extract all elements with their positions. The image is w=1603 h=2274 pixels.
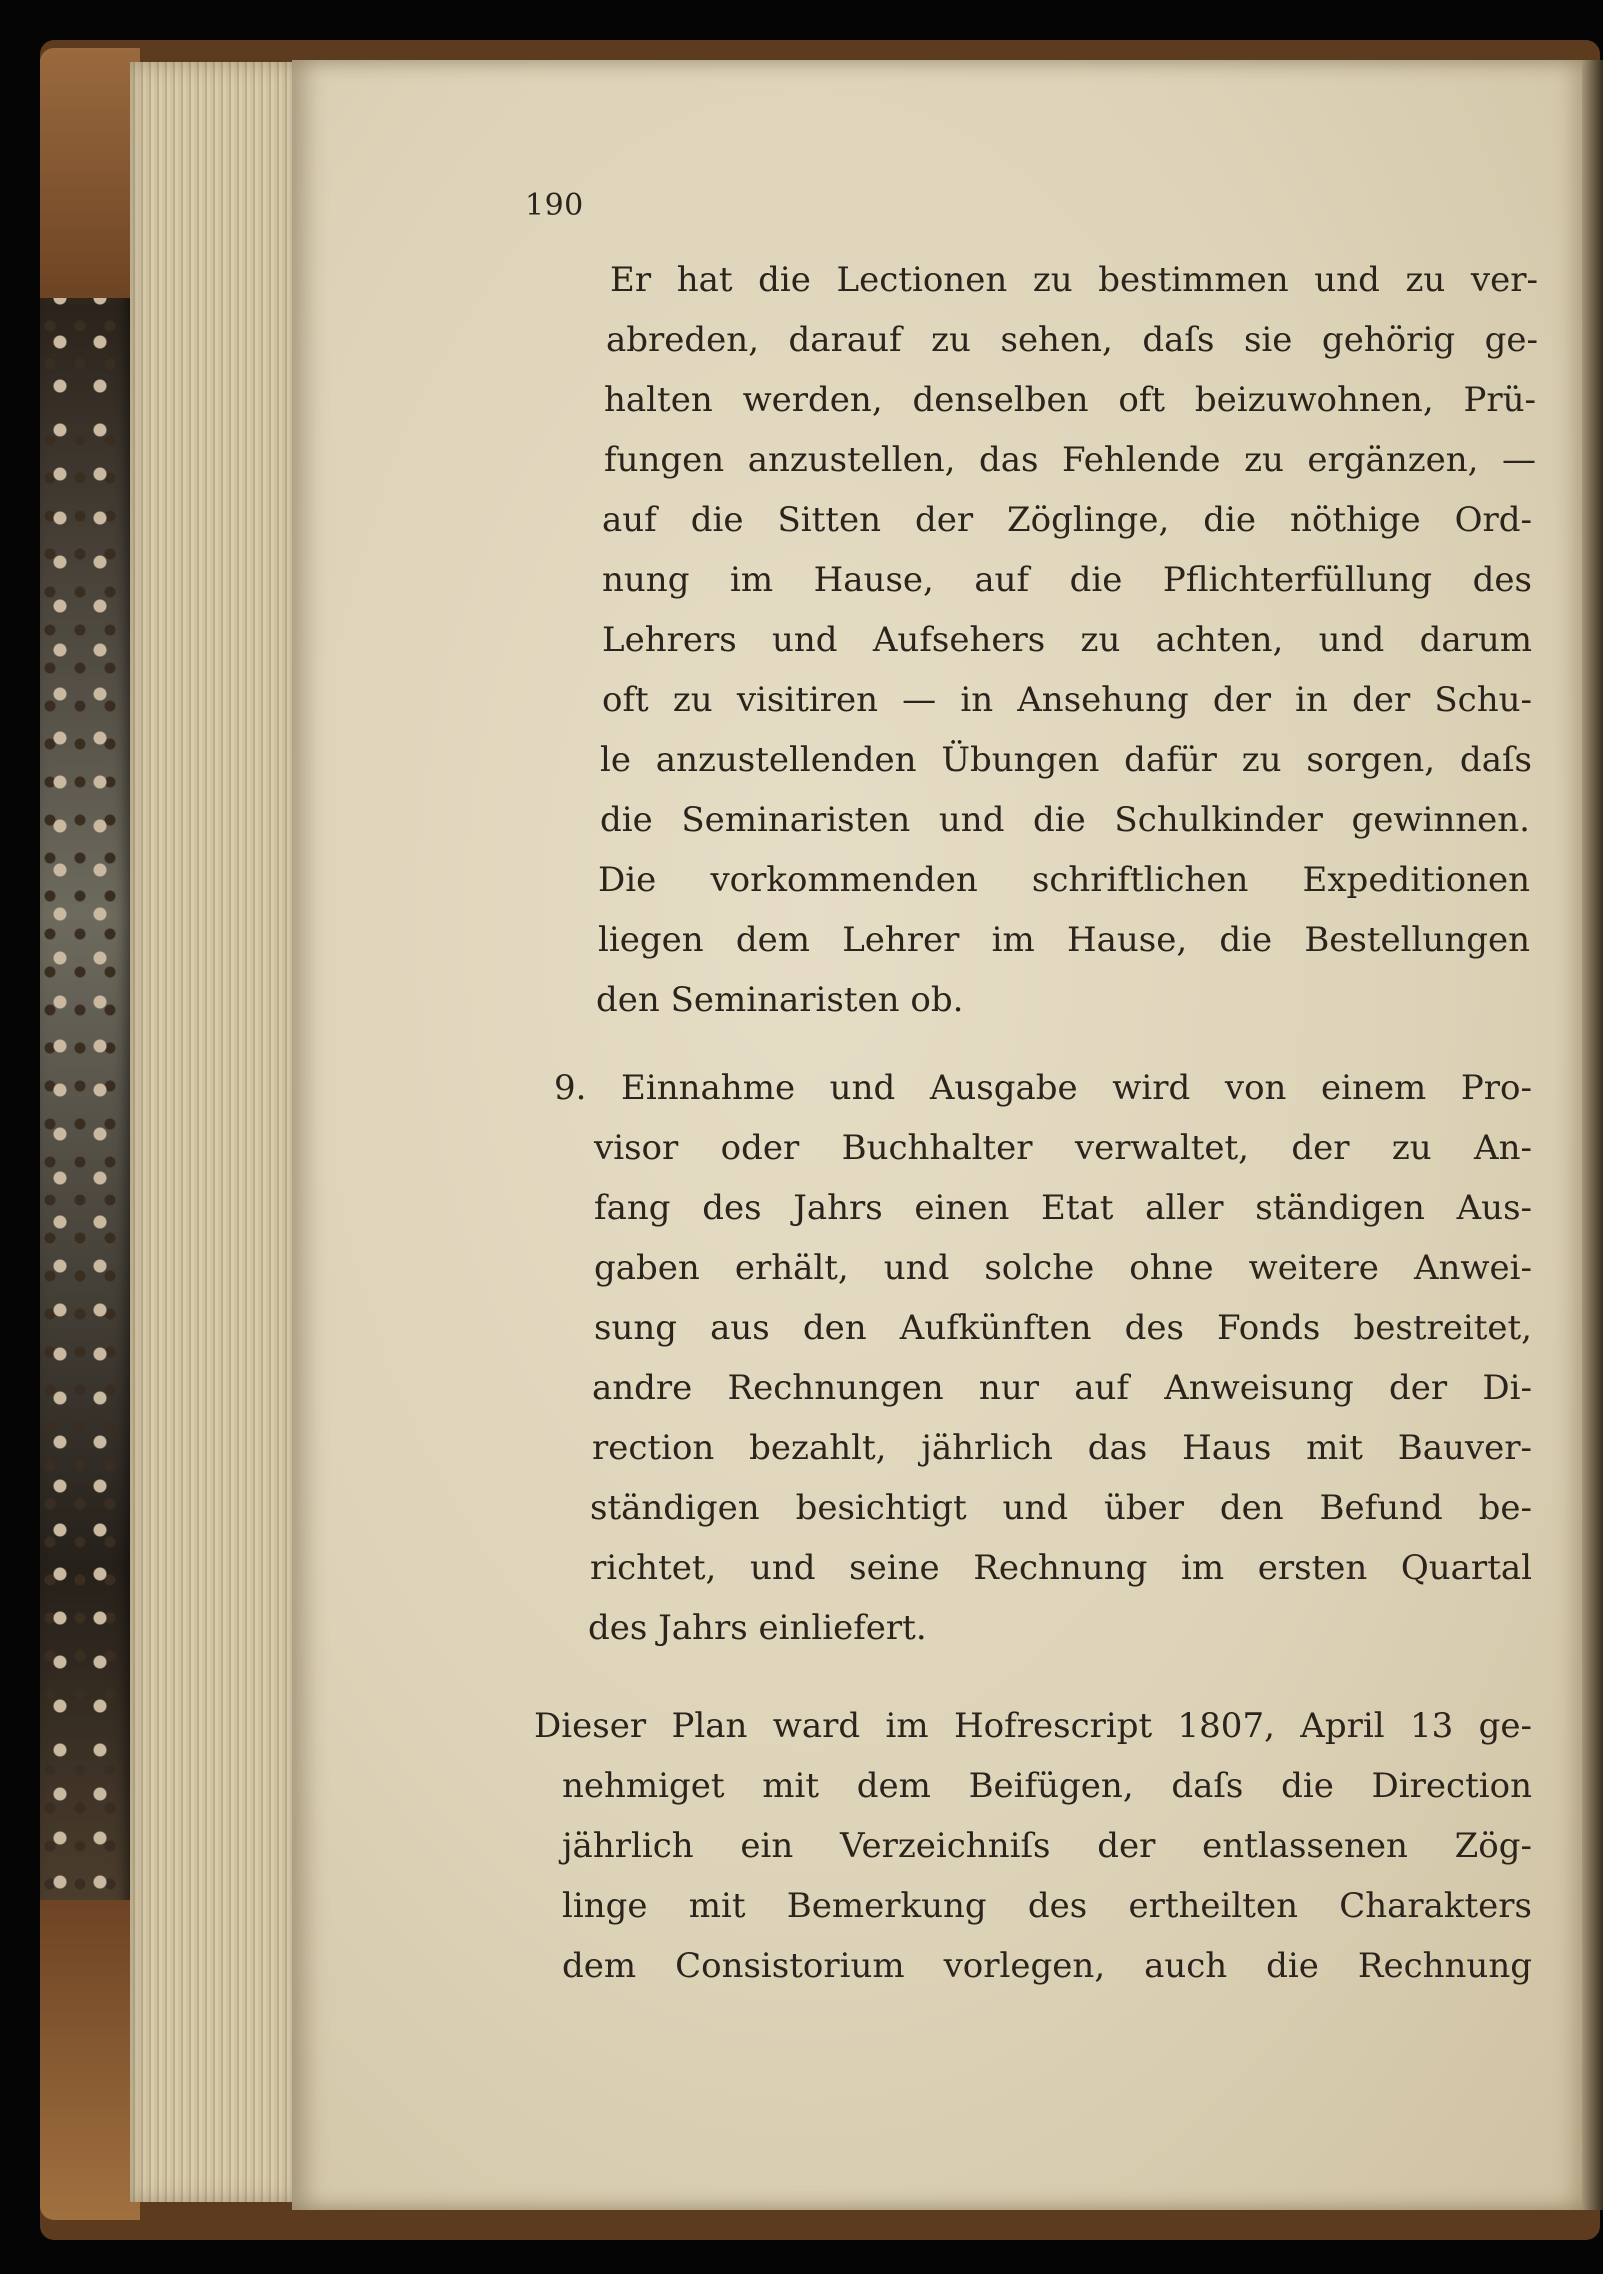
text-line: dem Consistorium vorlegen, auch die Rechnung (562, 1946, 1532, 1986)
text-line: des Jahrs einliefert. (588, 1608, 927, 1648)
text-line: abreden, darauf zu sehen, daſs sie gehörig ge- (606, 320, 1538, 360)
text-line: visor oder Buchhalter verwaltet, der zu An- (594, 1128, 1532, 1168)
text-line: Die vorkommenden schriftlichen Expeditionen (598, 860, 1530, 900)
text-line: die Seminaristen und die Schulkinder gewinnen. (600, 800, 1530, 840)
text-line: fang des Jahrs einen Etat aller ständigen Aus- (594, 1188, 1532, 1228)
text-line: Lehrers und Aufsehers zu achten, und darum (602, 620, 1532, 660)
text-line: halten werden, denselben oft beizuwohnen, Prü- (604, 380, 1536, 420)
text-line: gaben erhält, und solche ohne weitere Anwei- (594, 1248, 1532, 1288)
text-line: richtet, und seine Rechnung im ersten Quartal (590, 1548, 1532, 1588)
text-line: rection bezahlt, jährlich das Haus mit Bauver- (592, 1428, 1532, 1468)
text-line: fungen anzustellen, das Fehlende zu ergänzen, — (604, 440, 1536, 480)
marbled-cover (40, 48, 135, 2218)
page-edges (130, 62, 300, 2202)
text-line: 9. Einnahme und Ausgabe wird von einem Pro- (554, 1068, 1532, 1108)
text-line: nung im Hause, auf die Pflichterfüllung des (602, 560, 1532, 600)
text-line: le anzustellenden Übungen dafür zu sorgen, daſs (600, 740, 1532, 780)
text-line: auf die Sitten der Zöglinge, die nöthige Ord- (602, 500, 1532, 540)
leather-corner-bottom (40, 1900, 140, 2220)
text-line: Er hat die Lectionen zu bestimmen und zu ver- (610, 260, 1538, 300)
text-line: ständigen besichtigt und über den Befund be- (590, 1488, 1532, 1528)
text-line: andre Rechnungen nur auf Anweisung der Di- (592, 1368, 1532, 1408)
leather-corner-top (40, 48, 140, 298)
text-line: jährlich ein Verzeichniſs der entlassenen Zög- (562, 1826, 1532, 1866)
text-line: Dieser Plan ward im Hofrescript 1807, April 13 ge- (534, 1706, 1532, 1746)
text-line: sung aus den Aufkünften des Fonds bestreitet, (594, 1308, 1532, 1348)
page-number: 190 (525, 188, 584, 223)
text-line: den Seminaristen ob. (596, 980, 964, 1020)
text-line: linge mit Bemerkung des ertheilten Charakters (562, 1886, 1532, 1926)
text-line: liegen dem Lehrer im Hause, die Bestellungen (598, 920, 1530, 960)
text-line: nehmiget mit dem Beifügen, daſs die Direction (562, 1766, 1532, 1806)
text-line: oft zu visitiren — in Ansehung der in der Schu- (602, 680, 1532, 720)
